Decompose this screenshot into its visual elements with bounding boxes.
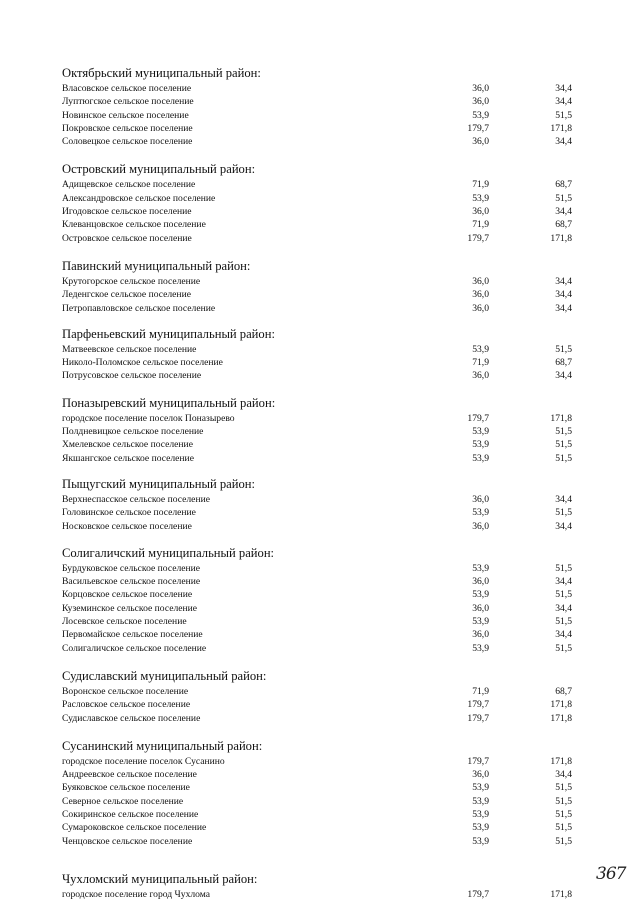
value-column-1: 179,7 — [467, 232, 489, 244]
value-column-1: 53,9 — [472, 452, 489, 464]
settlement-name: Власовское сельское поселение — [62, 83, 192, 94]
district-section — [0, 739, 640, 848]
settlement-name: Корцовское сельское поселение — [62, 589, 193, 601]
value-column-1: 36,0 — [472, 206, 489, 218]
settlement-row — [0, 275, 640, 288]
value-column-2: 51,5 — [555, 642, 572, 654]
district-title: Октябрьский муниципальный район: — [62, 66, 261, 80]
value-column-1: 36,0 — [472, 493, 489, 505]
value-column-2: 34,4 — [555, 96, 572, 108]
value-column-2: 34,4 — [555, 302, 572, 314]
document-body — [0, 52, 640, 901]
settlement-name: Матвеевское сельское поселение — [62, 343, 197, 355]
settlement-name: Полдневицкое сельское поселение — [62, 426, 204, 438]
district-section — [0, 872, 640, 901]
settlement-row — [0, 602, 640, 615]
value-column-1: 53,9 — [472, 835, 489, 847]
district-section — [0, 162, 640, 244]
value-column-2: 34,4 — [555, 629, 572, 641]
district-section — [0, 259, 640, 315]
settlement-row — [0, 425, 640, 438]
settlement-row — [0, 218, 640, 231]
district-section — [0, 477, 640, 533]
settlement-row — [0, 755, 640, 768]
settlement-row — [0, 232, 640, 245]
value-column-2: 171,8 — [550, 699, 572, 711]
value-column-1: 179,7 — [467, 122, 489, 134]
settlement-row — [0, 615, 640, 628]
value-column-1: 36,0 — [472, 83, 489, 94]
value-column-1: 53,9 — [472, 562, 489, 574]
settlement-name: городское поселение город Чухлома — [62, 888, 211, 900]
district-section — [0, 66, 640, 148]
value-column-2: 34,4 — [555, 493, 572, 505]
value-column-2: 51,5 — [555, 589, 572, 601]
settlement-name: Крутогорское сельское поселение — [62, 275, 201, 287]
value-column-1: 53,9 — [472, 192, 489, 204]
settlement-name: Сумароковское сельское поселение — [62, 822, 207, 834]
value-column-2: 34,4 — [555, 289, 572, 301]
settlement-name: Леденгское сельское поселение — [62, 289, 191, 301]
settlement-row — [0, 192, 640, 205]
value-column-1: 179,7 — [467, 888, 489, 900]
settlement-row — [0, 109, 640, 122]
settlement-name: Первомайское сельское поселение — [62, 629, 203, 641]
value-column-2: 34,4 — [555, 520, 572, 532]
settlement-row — [0, 712, 640, 725]
settlement-row — [0, 356, 640, 369]
value-column-2: 34,4 — [555, 136, 572, 148]
value-column-1: 53,9 — [472, 439, 489, 451]
value-column-2: 51,5 — [555, 192, 572, 204]
value-column-1: 179,7 — [467, 755, 489, 767]
district-section — [0, 546, 640, 655]
settlement-name: Судиславское сельское поселение — [62, 712, 201, 724]
settlement-row — [0, 821, 640, 834]
value-column-1: 36,0 — [472, 275, 489, 287]
settlement-row — [0, 562, 640, 575]
value-column-2: 51,5 — [555, 426, 572, 438]
settlement-row — [0, 205, 640, 218]
settlement-name: Новинское сельское поселение — [62, 109, 189, 121]
value-column-2: 51,5 — [555, 795, 572, 807]
value-column-1: 36,0 — [472, 302, 489, 314]
settlement-name: Буяковское сельское поселение — [62, 782, 190, 794]
settlement-row — [0, 438, 640, 451]
settlement-row — [0, 795, 640, 808]
value-column-1: 36,0 — [472, 370, 489, 382]
district-title: Пыщугский муниципальный район: — [62, 476, 255, 491]
settlement-name: Носковское сельское поселение — [62, 520, 192, 532]
settlement-name: Луптюгское сельское поселение — [62, 96, 194, 108]
settlement-name: Островское сельское поселение — [62, 232, 192, 244]
value-column-1: 71,9 — [472, 685, 489, 697]
settlement-name: Андреевское сельское поселение — [62, 769, 197, 781]
settlement-name: Ченцовское сельское поселение — [62, 835, 193, 847]
settlement-row — [0, 412, 640, 425]
district-section — [0, 396, 640, 465]
settlement-name: Потрусовское сельское поселение — [62, 370, 202, 382]
settlement-name: городское поселение поселок Сусанино — [62, 755, 225, 767]
value-column-2: 68,7 — [555, 219, 572, 231]
settlement-name: Лосевское сельское поселение — [62, 616, 187, 628]
settlement-name: Покровское сельское поселение — [62, 122, 193, 134]
value-column-1: 53,9 — [472, 616, 489, 628]
settlement-name: Николо-Поломское сельское поселение — [62, 357, 223, 369]
value-column-2: 51,5 — [555, 507, 572, 519]
settlement-name: Хмелевское сельское поселение — [62, 439, 193, 451]
value-column-1: 53,9 — [472, 822, 489, 834]
value-column-2: 34,4 — [555, 83, 572, 94]
district-title: Судиславский муниципальный район: — [62, 668, 267, 683]
settlement-row — [0, 642, 640, 655]
settlement-name: Васильевское сельское поселение — [62, 576, 201, 588]
value-column-1: 71,9 — [472, 219, 489, 231]
value-column-1: 71,9 — [472, 179, 489, 191]
value-column-1: 53,9 — [472, 795, 489, 807]
value-column-2: 68,7 — [555, 179, 572, 191]
district-section — [0, 327, 640, 383]
value-column-1: 53,9 — [472, 808, 489, 820]
settlement-name: Солигаличское сельское поселение — [62, 642, 207, 654]
value-column-1: 36,0 — [472, 576, 489, 588]
value-column-2: 68,7 — [555, 685, 572, 697]
district-title: Парфеньевский муниципальный район: — [62, 326, 275, 341]
settlement-name: Якшангское сельское поселение — [62, 452, 194, 464]
value-column-1: 36,0 — [472, 769, 489, 781]
settlement-name: Расловское сельское поселение — [62, 699, 191, 711]
handwritten-page-number: 367 — [596, 864, 626, 884]
value-column-2: 171,8 — [550, 888, 572, 900]
value-column-2: 51,5 — [555, 439, 572, 451]
settlement-row — [0, 302, 640, 315]
value-column-2: 34,4 — [555, 602, 572, 614]
settlement-name: Куземинское сельское поселение — [62, 602, 198, 614]
settlement-name: Клеванцовское сельское поселение — [62, 219, 206, 231]
value-column-2: 34,4 — [555, 275, 572, 287]
settlement-name: Головинское сельское поселение — [62, 507, 196, 519]
settlement-row — [0, 835, 640, 848]
settlement-row — [0, 493, 640, 506]
value-column-2: 51,5 — [555, 835, 572, 847]
value-column-2: 51,5 — [555, 822, 572, 834]
value-column-1: 36,0 — [472, 136, 489, 148]
value-column-2: 171,8 — [550, 122, 572, 134]
district-title: Поназыревский муниципальный район: — [62, 395, 276, 410]
settlement-name: Игодовское сельское поселение — [62, 206, 192, 218]
settlement-row — [0, 698, 640, 711]
value-column-1: 53,9 — [472, 642, 489, 654]
district-title: Павинский муниципальный район: — [62, 258, 251, 273]
district-title: Солигаличский муниципальный район: — [62, 545, 275, 560]
settlement-row — [0, 369, 640, 382]
value-column-1: 53,9 — [472, 426, 489, 438]
settlement-row — [0, 520, 640, 533]
settlement-name: Верхнеспасское сельское поселение — [62, 493, 210, 505]
value-column-1: 179,7 — [467, 712, 489, 724]
value-column-1: 53,9 — [472, 109, 489, 121]
value-column-1: 53,9 — [472, 589, 489, 601]
value-column-1: 36,0 — [472, 602, 489, 614]
value-column-1: 71,9 — [472, 357, 489, 369]
settlement-name: Воронское сельское поселение — [62, 685, 189, 697]
value-column-2: 171,8 — [550, 755, 572, 767]
value-column-2: 68,7 — [555, 357, 572, 369]
value-column-2: 171,8 — [550, 232, 572, 244]
value-column-1: 53,9 — [472, 343, 489, 355]
value-column-2: 34,4 — [555, 370, 572, 382]
value-column-2: 34,4 — [555, 769, 572, 781]
settlement-row — [0, 768, 640, 781]
settlement-name: Соловецкое сельское поселение — [62, 136, 193, 148]
settlement-name: Сокиринское сельское поселение — [62, 808, 199, 820]
value-column-2: 51,5 — [555, 782, 572, 794]
settlement-name: Петропавловское сельское поселение — [62, 302, 216, 314]
settlement-name: Александровское сельское поселение — [62, 192, 216, 204]
district-title: Островский муниципальный район: — [62, 162, 256, 177]
value-column-1: 179,7 — [467, 699, 489, 711]
value-column-1: 36,0 — [472, 629, 489, 641]
settlement-row — [0, 588, 640, 601]
district-section — [0, 669, 640, 725]
value-column-1: 36,0 — [472, 289, 489, 301]
settlement-name: городское поселение поселок Поназырево — [62, 412, 235, 424]
value-column-1: 53,9 — [472, 507, 489, 519]
settlement-row — [0, 343, 640, 356]
settlement-name: Северное сельское поселение — [62, 795, 184, 807]
value-column-1: 179,7 — [467, 412, 489, 424]
district-title: Чухломский муниципальный район: — [62, 871, 258, 886]
settlement-name: Бурдуковское сельское поселение — [62, 562, 201, 574]
settlement-row — [0, 178, 640, 191]
value-column-1: 36,0 — [472, 520, 489, 532]
value-column-2: 51,5 — [555, 808, 572, 820]
value-column-2: 34,4 — [555, 576, 572, 588]
value-column-1: 53,9 — [472, 782, 489, 794]
settlement-row — [0, 452, 640, 465]
value-column-1: 36,0 — [472, 96, 489, 108]
value-column-2: 171,8 — [550, 712, 572, 724]
value-column-2: 51,5 — [555, 109, 572, 121]
settlement-row — [0, 781, 640, 794]
value-column-2: 34,4 — [555, 206, 572, 218]
settlement-row — [0, 135, 640, 148]
settlement-row — [0, 575, 640, 588]
settlement-name: Адищевское сельское поселение — [62, 179, 196, 191]
value-column-2: 51,5 — [555, 562, 572, 574]
settlement-row — [0, 685, 640, 698]
value-column-2: 51,5 — [555, 343, 572, 355]
settlement-row — [0, 288, 640, 301]
settlement-row — [0, 506, 640, 519]
settlement-row — [0, 888, 640, 901]
district-title: Сусанинский муниципальный район: — [62, 738, 263, 753]
settlement-row — [0, 95, 640, 108]
settlement-row — [0, 808, 640, 821]
value-column-2: 51,5 — [555, 452, 572, 464]
value-column-2: 51,5 — [555, 616, 572, 628]
settlement-row — [0, 122, 640, 135]
settlement-row — [0, 628, 640, 641]
value-column-2: 171,8 — [550, 412, 572, 424]
settlement-row — [0, 82, 640, 95]
